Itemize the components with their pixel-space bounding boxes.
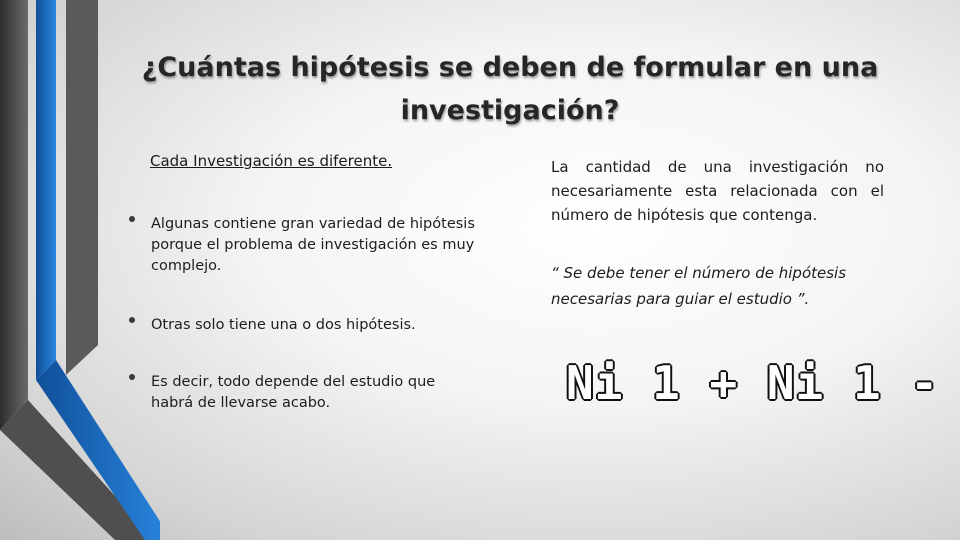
explanation-paragraph: La cantidad de una investigación no necesariamente esta relacionada con el número de hipótesis que contenga.	[551, 158, 884, 224]
gray-stripe-left	[0, 0, 28, 430]
bullet-item	[120, 372, 480, 414]
bullet-text: Otras solo tiene una o dos hipótesis.	[151, 317, 416, 333]
left-column	[120, 152, 480, 411]
slide-title: ¿Cuántas hipótesis se deben de formular en una investigación?	[141, 52, 879, 127]
gray-stripe-right	[66, 0, 98, 375]
bullet-item	[120, 214, 480, 277]
bullet-dot-icon	[129, 374, 135, 380]
bullet-dot-icon	[129, 317, 135, 323]
bullet-text: Es decir, todo depende del estudio que habrá de llevarse acabo.	[151, 374, 436, 411]
right-column	[551, 155, 884, 312]
subheading: Cada Investigación es diferente.	[150, 152, 393, 170]
bullet-dot-icon	[129, 216, 135, 222]
formula-text: Ni 1 + Ni 1 -	[566, 356, 940, 410]
quote-text: “ Se debe tener el número de hipótesis necesarias para guiar el estudio ”.	[551, 264, 847, 308]
blue-stripe	[36, 0, 56, 380]
bullet-item	[120, 315, 480, 336]
bullet-text: Algunas contiene gran variedad de hipótesis porque el problema de investigación es muy complejo.	[151, 216, 475, 274]
